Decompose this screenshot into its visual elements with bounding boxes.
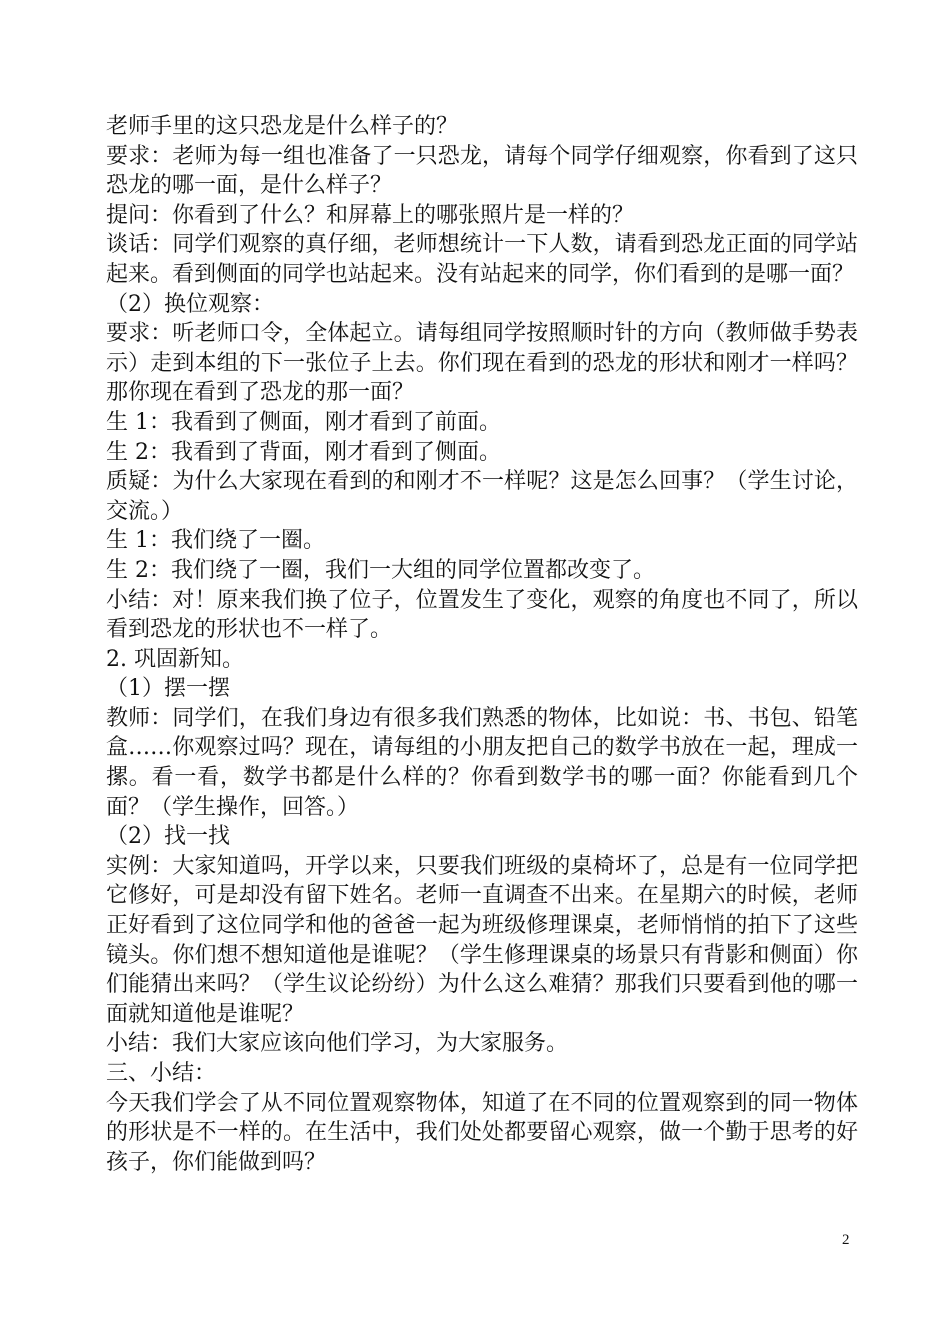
paragraph-question-photo: 提问：你看到了什么？和屏幕上的哪张照片是一样的？ — [106, 202, 635, 228]
paragraph-talk-count: 谈话：同学们观察的真仔细，老师想统计一下人数，请看到恐龙正面的同学站起来。看到侧面的同学也站起来。没有站起来的同学，你们看到的是哪一面？ — [106, 232, 858, 287]
paragraph-teacher-books: 教师：同学们，在我们身边有很多我们熟悉的物体，比如说：书、书包、铅笔盒……你观察过吗？现在，请每组的小朋友把自己的数学书放在一起，理成一摞。看一看，数学书都是什么样的？你看到数学书的哪一面？你能看到几个面？（学生操作，回答。） — [106, 705, 858, 820]
paragraph-summary-angle: 小结：对！原来我们换了位子，位置发生了变化，观察的角度也不同了，所以看到恐龙的形状也不一样了。 — [106, 587, 858, 643]
page-number: 2 — [842, 1232, 850, 1248]
paragraph-student2-back: 生 2：我看到了背面，刚才看到了侧面。 — [106, 439, 501, 465]
paragraph-conclusion: 今天我们学会了从不同位置观察物体，知道了在不同的位置观察到的同一物体的形状是不一样的。在生活中，我们处处都要留心观察，做一个勤于思考的好孩子，你们能做到吗？ — [106, 1090, 858, 1175]
heading-consolidate: 2. 巩固新知。 — [106, 646, 244, 672]
paragraph-question-dinosaur: 老师手里的这只恐龙是什么样子的？ — [106, 114, 459, 139]
heading-summary: 三、小结： — [106, 1061, 217, 1086]
paragraph-requirement-observe: 要求：老师为每一组也准备了一只恐龙，请每个同学仔细观察，你看到了这只恐龙的哪一面，是什么样子？ — [106, 143, 858, 199]
document-body — [106, 112, 858, 1177]
paragraph-requirement-rotate: 要求：听老师口令，全体起立。请每组同学按照顺时针的方向（教师做手势表示）走到本组的下一张位子上去。你们现在看到的恐龙的形状和刚才一样吗？那你现在看到了恐龙的那一面？ — [106, 321, 858, 406]
subheading-find: （2）找一找 — [106, 824, 230, 850]
paragraph-student2-circle: 生 2：我们绕了一圈，我们一大组的同学位置都改变了。 — [106, 557, 655, 583]
paragraph-student1-side: 生 1：我看到了侧面，刚才看到了前面。 — [106, 409, 501, 435]
paragraph-example-student: 实例：大家知道吗，开学以来，只要我们班级的桌椅坏了，总是有一位同学把它修好，可是却没有留下姓名。老师一直调查不出来。在星期六的时候，老师正好看到了这位同学和他的爸爸一起为班级修理课桌，老师悄悄的拍下了这些镜头。你们想不想知道他是谁呢？（学生修理课桌的场景只有背影和侧面）你们能猜出来吗？（学生议论纷纷）为什么这么难猜？那我们只要看到他的哪一面就知道他是谁呢？ — [106, 853, 858, 1027]
subheading-change-position: （2）换位观察： — [106, 291, 274, 317]
paragraph-question-why: 质疑：为什么大家现在看到的和刚才不一样呢？这是怎么回事？（学生讨论，交流。） — [106, 469, 858, 524]
paragraph-student1-circle: 生 1：我们绕了一圈。 — [106, 528, 325, 554]
paragraph-summary-learn: 小结：我们大家应该向他们学习，为大家服务。 — [106, 1031, 569, 1057]
subheading-arrange: （1）摆一摆 — [106, 676, 230, 702]
